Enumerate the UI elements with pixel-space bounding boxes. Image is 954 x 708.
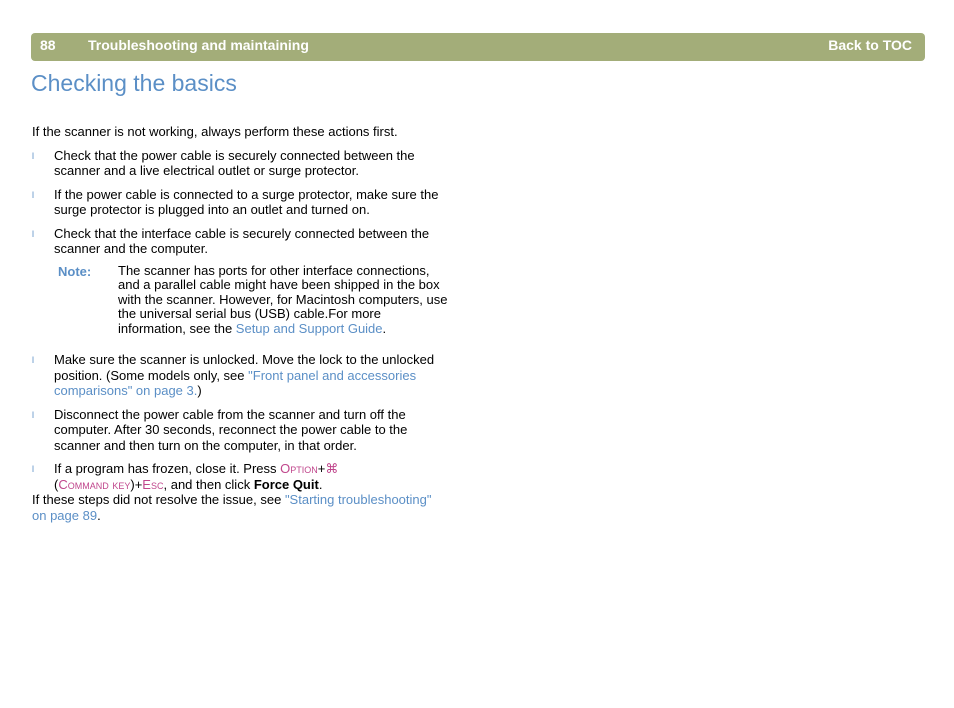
- front-panel-comparisons-link[interactable]: "Front panel and accessories comparisons" on page 3.: [54, 367, 417, 398]
- bullet-icon: l: [32, 355, 34, 365]
- intro-text: If the scanner is not working, always perform these actions first.: [32, 124, 398, 139]
- bullet-icon: l: [32, 228, 34, 239]
- note-text: The scanner has ports for other interface connections, and a parallel cable might have been shipped in the box with the scanner. However, for Macintosh computers, use the universal serial bus (USB) cable.For more information, see the Setup and Support Guide.: [118, 262, 448, 336]
- list-item: [32, 461, 444, 492]
- command-key: Command key: [58, 476, 131, 492]
- bullet-icon: l: [32, 150, 34, 161]
- command-icon: ⌘: [325, 461, 339, 476]
- page-number: 88: [40, 37, 56, 53]
- step-text: If the power cable is connected to a surge protector, make sure the surge protector is plugged into an outlet and turned on.: [54, 186, 439, 217]
- bullet-icon: l: [32, 464, 34, 474]
- list-item: [32, 226, 444, 257]
- bullet-icon: l: [32, 409, 34, 420]
- starting-troubleshooting-link[interactable]: "Starting troubleshooting" on page 89: [32, 492, 432, 523]
- force-quit-label: Force Quit: [253, 476, 319, 492]
- header-bar: [31, 33, 925, 61]
- step-text: If a program has frozen, close it. Press Option+⌘ (Command key)+Esc, and then click Force Quit.: [54, 461, 339, 492]
- page-title: Checking the basics: [31, 70, 237, 96]
- option-key: Option: [280, 461, 318, 476]
- list-item: [32, 352, 444, 399]
- note-block: [58, 264, 448, 337]
- setup-support-guide-link[interactable]: Setup and Support Guide: [235, 320, 383, 336]
- closing-text: If these steps did not resolve the issue, see "Starting troubleshooting" on page 89.: [32, 492, 432, 523]
- section-title: Troubleshooting and maintaining: [88, 37, 309, 53]
- main-content: [32, 124, 452, 523]
- list-item: [32, 148, 444, 179]
- step-text: Make sure the scanner is unlocked. Move the lock to the unlocked position. (Some models only, see "Front panel and accessories comparisons" on page 3.): [54, 352, 435, 398]
- bullet-icon: l: [32, 189, 34, 200]
- step-text: Check that the power cable is securely connected between the scanner and a live electrical outlet or surge protector.: [54, 147, 415, 178]
- step-text: Check that the interface cable is securely connected between the scanner and the computer.: [54, 225, 430, 256]
- esc-key: Esc: [142, 476, 164, 492]
- note-label: Note:: [58, 263, 92, 279]
- step-text: Disconnect the power cable from the scanner and turn off the computer. After 30 seconds, reconnect the power cable to the scanner and then turn on the computer, in that order.: [54, 406, 408, 453]
- back-to-toc-link[interactable]: Back to TOC: [828, 37, 912, 53]
- steps-list-continued: [32, 352, 452, 492]
- list-item: [32, 407, 444, 454]
- list-item: [32, 187, 444, 218]
- steps-list: [32, 148, 452, 257]
